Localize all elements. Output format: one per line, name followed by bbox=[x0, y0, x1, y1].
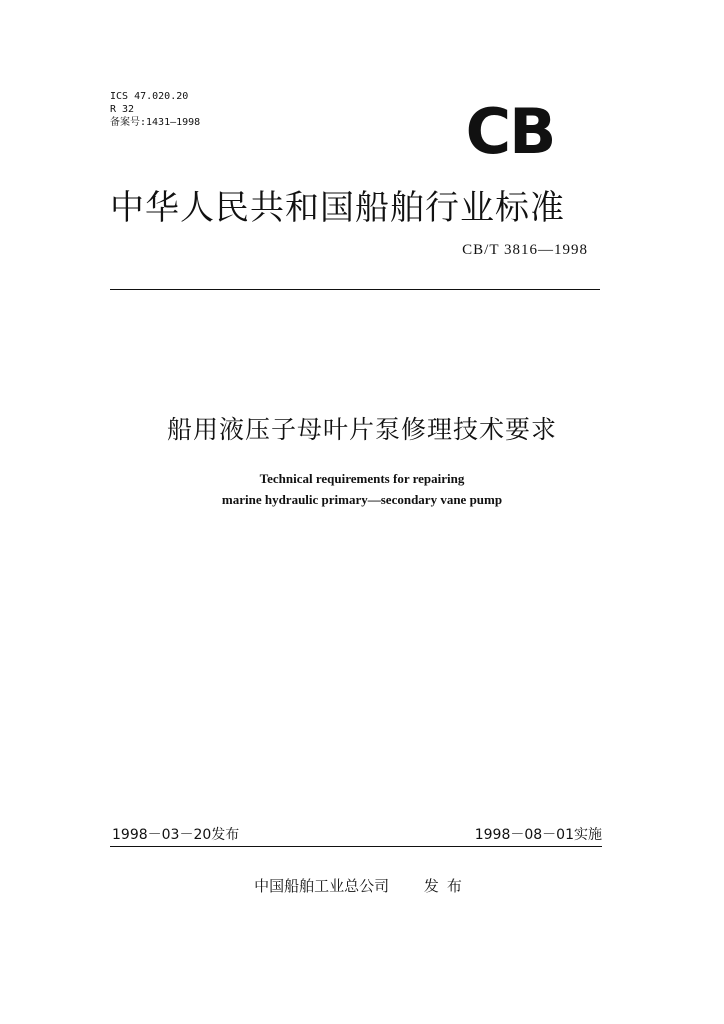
cb-logo: CB bbox=[465, 95, 555, 168]
issuer-title: 中华人民共和国船舶行业标准 bbox=[110, 188, 565, 228]
publisher-name: 中国船舶工业总公司 bbox=[254, 877, 390, 895]
registration-number: 备案号:1431—1998 bbox=[110, 117, 201, 128]
standard-number: CB/T 3816—1998 bbox=[462, 242, 588, 258]
top-divider bbox=[110, 289, 600, 290]
implementation-date: 1998－08－01实施 bbox=[474, 827, 602, 843]
issue-date: 1998－03－20发布 bbox=[112, 827, 240, 843]
ics-code: ICS 47.020.20 bbox=[110, 91, 189, 102]
document-title-en bbox=[0, 468, 724, 510]
title-en-line-2: marine hydraulic primary—secondary vane pump bbox=[221, 492, 503, 507]
publisher-line bbox=[0, 875, 724, 896]
date-row bbox=[112, 824, 602, 844]
title-en-line-1: Technical requirements for repairing bbox=[259, 471, 465, 486]
document-title-cn: 船用液压子母叶片泵修理技术要求 bbox=[166, 415, 557, 444]
publisher-verb: 发布 bbox=[423, 877, 470, 895]
classification-block bbox=[110, 90, 200, 129]
bottom-divider bbox=[110, 846, 602, 847]
category-code: R 32 bbox=[110, 104, 135, 115]
